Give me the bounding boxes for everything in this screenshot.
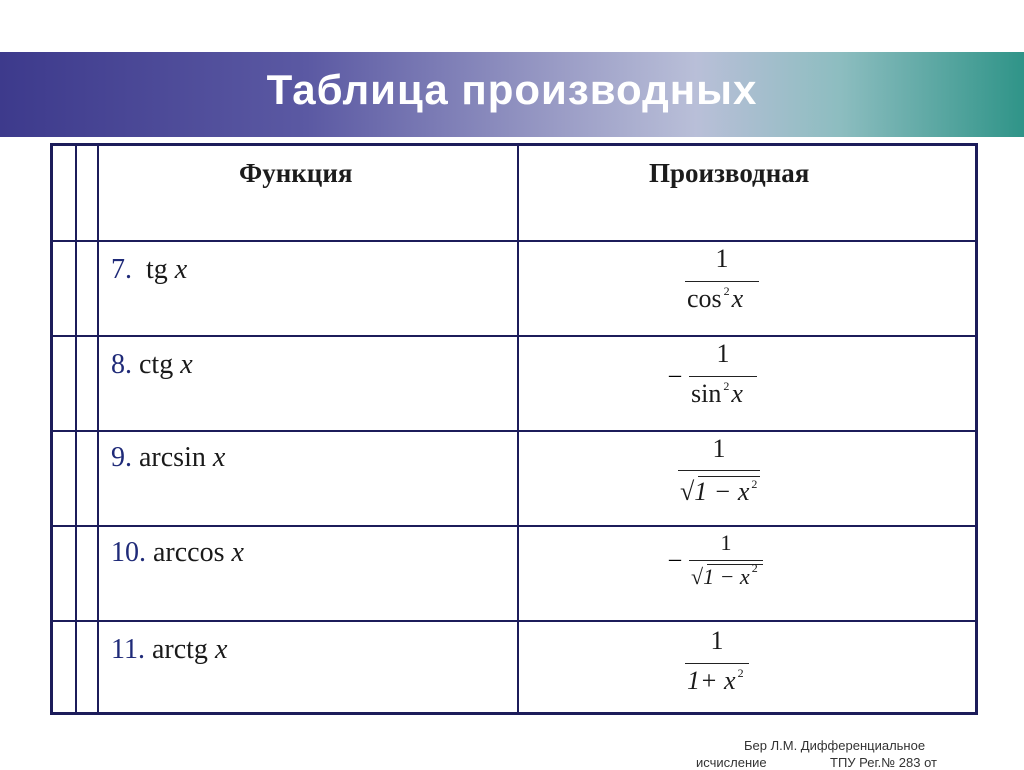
function-variable: x (180, 349, 193, 380)
function-name: arcsin (139, 442, 206, 473)
fraction-bar (678, 470, 760, 471)
function-name: tg (146, 254, 168, 285)
footer-registration: ТПУ Рег.№ 283 от (830, 755, 938, 770)
table-border-line (75, 146, 77, 712)
table-row-divider (53, 335, 975, 337)
function-variable: x (212, 442, 226, 473)
denominator-power: 2 (723, 284, 730, 298)
table-row-divider (53, 430, 975, 432)
row-number: 7. (111, 254, 132, 285)
denominator-power: 2 (751, 477, 758, 491)
function-variable: x (174, 254, 188, 285)
fraction-bar (685, 281, 759, 282)
table-row-divider (53, 525, 975, 527)
function-name: arctg (151, 634, 208, 665)
fraction-denominator (687, 666, 746, 696)
footer-author: Бер Л.М. Дифференциальное (744, 738, 926, 753)
header-derivative: Производная (649, 158, 810, 188)
denominator-power: 2 (723, 379, 730, 393)
fraction-numerator: 1 (715, 244, 729, 273)
minus-sign: – (669, 362, 681, 388)
table-row-function (111, 537, 244, 569)
fraction-denominator (691, 379, 743, 409)
denominator-function: cos (687, 284, 722, 313)
table-row-function (111, 254, 187, 286)
denominator-variable: x (731, 284, 744, 313)
footer-course: исчисление (696, 755, 767, 770)
row-number: 11. (111, 634, 145, 665)
function-name: arccos (153, 537, 225, 568)
row-number: 9. (111, 442, 132, 473)
table-column-divider (517, 146, 519, 712)
denominator-variable: x (731, 379, 743, 408)
title-bar (0, 52, 1024, 137)
denominator-power: 2 (737, 666, 744, 680)
fraction-bar (685, 663, 749, 664)
function-variable: x (214, 634, 228, 665)
denominator-power: 2 (751, 561, 758, 575)
minus-sign: – (669, 546, 681, 572)
fraction-denominator (691, 561, 760, 590)
fraction-denominator (687, 284, 743, 314)
derivatives-table (50, 143, 978, 715)
denominator-expression: √1 − x (680, 477, 750, 506)
row-number: 10. (111, 537, 146, 568)
fraction-numerator: 1 (716, 339, 730, 368)
header-function: Функция (239, 158, 353, 188)
function-variable: x (231, 537, 244, 568)
table-row-divider (53, 240, 975, 242)
function-name: ctg (139, 349, 174, 380)
table-row-function (111, 442, 225, 474)
table-row-function (111, 634, 227, 666)
table-row-divider (53, 620, 975, 622)
table-border-line (97, 146, 99, 712)
fraction-numerator: 1 (710, 626, 724, 655)
denominator-expression: 1+ x (687, 666, 736, 695)
table-row-function (111, 349, 193, 381)
fraction-denominator (680, 477, 759, 507)
fraction-numerator: 1 (712, 434, 726, 463)
row-number: 8. (111, 349, 132, 380)
denominator-function: sin (691, 379, 722, 408)
fraction-numerator: 1 (720, 530, 732, 555)
fraction-bar (689, 376, 757, 377)
slide-title: Таблица производных (266, 66, 758, 113)
denominator-expression: √1 − x (691, 564, 750, 589)
